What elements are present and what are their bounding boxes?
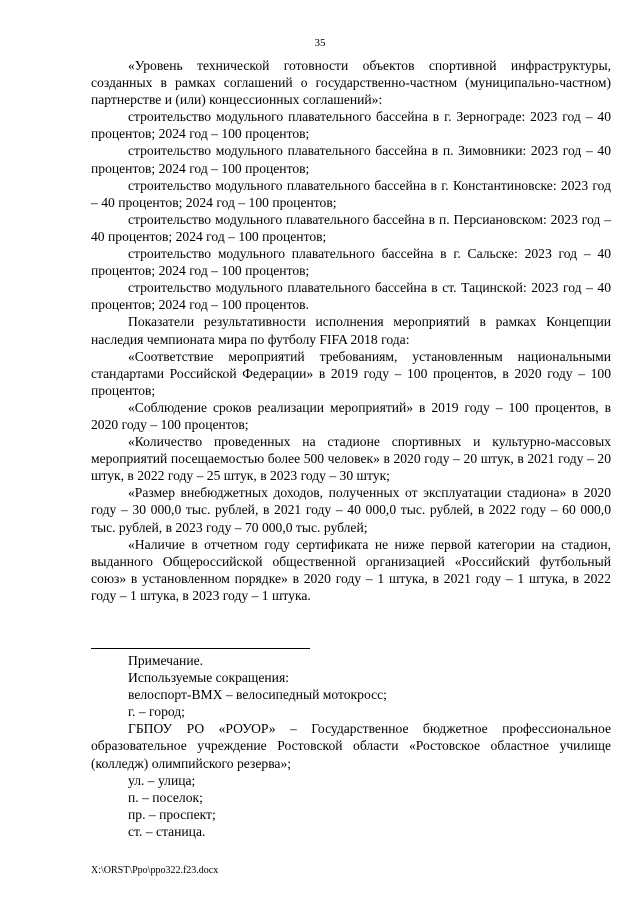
paragraph: строительство модульного плавательного бассейна в п. Зимовники: 2023 год – 40 процентов; 2024 год – 100 процентов;: [91, 143, 611, 176]
note-line: велоспорт-ВМХ – велосипедный мотокросс;: [128, 687, 387, 703]
note-line: п. – поселок;: [128, 789, 203, 805]
footnote-divider: [91, 648, 310, 649]
paragraph: строительство модульного плавательного бассейна в п. Персиановском: 2023 год – 40 процентов; 2024 год – 100 процентов;: [91, 211, 611, 244]
notes-section: [91, 652, 611, 840]
paragraph: строительство модульного плавательного бассейна в г. Константиновске: 2023 год – 40 процентов; 2024 год – 100 процентов;: [91, 177, 611, 210]
paragraph: строительство модульного плавательного бассейна в г. Сальске: 2023 год – 40 процентов; 2024 год – 100 процентов;: [91, 246, 611, 279]
note-line: ул. – улица;: [128, 772, 196, 788]
note-line: Используемые сокращения:: [128, 670, 289, 686]
file-path-footer: X:\ORST\Ppo\ppo322.f23.docx: [91, 865, 219, 876]
paragraph: «Соблюдение сроков реализации мероприятий» в 2019 году – 100 процентов, в 2020 году – 100 процентов;: [91, 399, 611, 432]
paragraph: «Наличие в отчетном году сертификата не ниже первой категории на стадион, выданного Общероссийской общественной организацией «Российский футбольный союз» в установленном порядке» в 2020 году – 1 штука, в 2021 году – 1 штука, в 2022 году – 1 штука, в 2023 году – 1 штука.: [91, 536, 611, 603]
paragraph: строительство модульного плавательного бассейна в г. Зернограде: 2023 год – 40 процентов; 2024 год – 100 процентов;: [91, 109, 611, 142]
note-line: Примечание.: [128, 653, 204, 668]
page-number: 35: [314, 37, 326, 49]
paragraph: «Соответствие мероприятий требованиям, установленным национальными стандартами Российской Федерации» в 2019 году – 100 процентов, в 2020 году – 100 процентов;: [91, 348, 611, 398]
paragraph: «Размер внебюджетных доходов, полученных от эксплуатации стадиона» в 2020 году – 30 000,0 тыс. рублей, в 2021 году – 40 000,0 тыс. рублей, в 2022 году – 60 000,0 тыс. рублей, в 2023 году – 70 000,0 тыс. рублей;: [91, 485, 611, 535]
note-line: ст. – станица.: [128, 823, 206, 839]
note-line: ГБПОУ РО «РОУОР» – Государственное бюджетное профессиональное образовательное учреждение Ростовской области «Ростовское областное училище (колледж) олимпийского резерва»;: [91, 721, 611, 771]
main-text: [91, 57, 611, 604]
note-line: пр. – проспект;: [128, 806, 216, 822]
note-line: г. – город;: [128, 704, 185, 720]
paragraph: «Количество проведенных на стадионе спортивных и культурно-массовых мероприятий посещаемостью более 500 человек» в 2020 году – 20 штук, в 2021 году – 20 штук, в 2022 году – 25 штук, в 2023 году – 30 штук;: [91, 434, 611, 484]
paragraph: «Уровень технической готовности объектов спортивной инфраструктуры, созданных в рамках соглашений о государственно-частном (муниципально-частном) партнерстве и (или) концессионных соглашений»:: [91, 58, 611, 108]
paragraph: строительство модульного плавательного бассейна в ст. Тацинской: 2023 год – 40 процентов; 2024 год – 100 процентов.: [91, 280, 611, 313]
paragraph: Показатели результативности исполнения мероприятий в рамках Концепции наследия чемпионата мира по футболу FIFA 2018 года:: [91, 314, 611, 347]
